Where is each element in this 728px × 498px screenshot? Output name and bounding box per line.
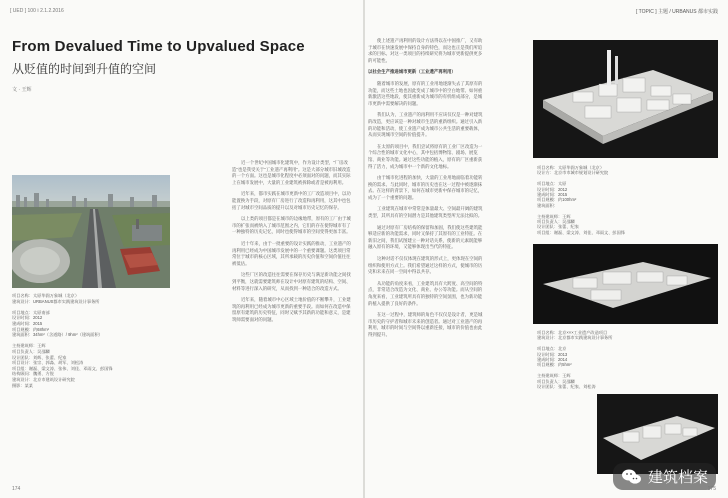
left-page <box>0 0 363 498</box>
aerial-site-photo <box>12 175 170 288</box>
paragraph: 通过对原有厂房结构的保留和加固，我们使这些建筑能够适应新的功能需求，同时又保持了其原有的工业特征。在新旧之间，我们试图建立一种对话关系，使新的元素既能够融入原有的环境，又能够体现出当代的特征。 <box>368 224 483 250</box>
article-title-cn: 从贬值的时间到升值的空间 <box>12 62 157 76</box>
page-number-left: 174 <box>12 486 21 492</box>
caption-line: 项目规模：约5hm² <box>537 362 572 368</box>
paragraph: 使上述遗产再利用的设计方法得以在中国推广，又有助于城市在快速发展中保持自身的特色，而这也正是我们所追求的目标。对这一类项目的持续研究将为城市更新提供更多的可能性。 <box>368 38 483 63</box>
caption-line: 设计时间：2013 <box>537 351 568 357</box>
caption-line: 建筑设计：北京都市实践建筑设计事务所 <box>537 335 613 341</box>
model-caption-1 <box>537 165 697 235</box>
paragraph: 在这一过程中，建筑师的角色不仅仅是设计者，更是城市历史的守护者和城市未来的创造者。通过对工业遗产的再利用，城市的时间与空间得以重新连接，城市的价值也由此得到提升。 <box>368 312 483 337</box>
paragraph: 这种对话不仅仅体现在建筑的形式上，更体现在空间的组织和使用方式上。我们希望通过这样的方式，使城市的历史和未来在同一空间中得以共存。 <box>368 256 483 275</box>
caption-line: 项目地点：北京 <box>537 346 567 352</box>
page-header-right: [ TOPIC ] 主题 / URBANUS 都市实践 <box>635 9 718 15</box>
paragraph: 工业建筑在城市中常常是体量最大、空间最开阔的建筑类型，其所具有的空间潜力是其他建筑类型所无法比拟的。 <box>368 206 483 219</box>
paragraph: 从功能的角度来看，工业建筑具有大跨度、高空间的特点，非常适合改造为文化、商业、办公等功能。而从空间的角度来看，工业建筑所具有的独特的空间氛围，也为新功能的植入提供了良好的条件。 <box>368 280 483 306</box>
paragraph: 近年来，都市实践在城市更新中的工厂改造项目中，以功能置换为手段，对原有厂房进行了改造和再利用，这其中也包括了对城市空间品质的提升以及对城市历史记忆的保存。 <box>232 191 351 210</box>
caption-line: 建筑面积： <box>537 202 558 208</box>
caption-line: 设计团队：刘辉、张蕾、纪家 <box>12 354 67 360</box>
caption-line: 设计团队：张蕾、纪家 <box>537 224 579 230</box>
wechat-icon <box>621 468 643 486</box>
article-author: 文 · 王辉 <box>12 87 32 93</box>
caption-line: 建成时间：2015 <box>537 192 568 198</box>
caption-line: 项目名称：太原华润万象城（北京） <box>12 293 80 298</box>
right-page <box>365 0 728 498</box>
page-header-left: [ UED ] 100 Ⅰ 2.1.2.2016 <box>10 8 64 14</box>
paragraph: 近年来，随着城市中心区域土地价值的不断攀升，工业建筑的再利用已经成为城市更新的重要手段。而如何在改造中保留原有建筑的历史特征，同时又赋予其新的功能和意义，是建筑师需要面对的问题。 <box>232 297 351 322</box>
paragraph: 这些厂区的改造往往需要在保存历史与满足新功能之间找到平衡，这就需要建筑师在设计中对原有建筑的结构、空间、材料等进行深入的研究，从而找到一种适合的改造方式。 <box>232 272 351 291</box>
paragraph: 我们认为，工业遗产的再利用不应该仅仅是一种对建筑的改造，更应该是一种对城市生活的重新组织。通过引入新的功能和活动，使工业遗产成为城市公共生活的重要载体，从而实现城市空间的价值提升。 <box>368 112 483 138</box>
caption-line: 建成时间：2014 <box>537 357 568 363</box>
caption-line: 项目地点：太原 <box>537 181 567 187</box>
caption-line: 主持建筑师：王辉 <box>537 213 571 219</box>
caption-line: 项目规模：约68hm² <box>12 326 49 332</box>
caption-line: 项目设计：张宗、郭淼、胡军、刘松涛 <box>12 360 84 366</box>
body-column-2 <box>368 38 486 478</box>
caption-line: 项目组：谢磊、梁文涛、刘佳、邓雨文、彭国锋 <box>537 229 625 235</box>
section-heading: 以社会生产推进城市更新（工业遗产再利用） <box>368 69 456 75</box>
paragraph: 以上类的项目都是在城市的边缘地带，原有的工厂由于城市的扩张而被纳入了城市范围之内，它们的存在使得城市有了一种独特的历史记忆，同时也使得城市的空间变得更加丰富。 <box>232 216 351 235</box>
paragraph: 随着城市的发展，原有的工业用地逐渐失去了其原有的功能，而这些土地也因此变成了城市中的空白地带。如何重新激活这些地段，使其重新成为城市的有机组成部分，是城市更新中需要解决的问题。 <box>368 80 483 106</box>
caption-line: 结构顾问：魏勇、方锐 <box>12 371 54 377</box>
caption-line: 设计时间：2012 <box>12 315 43 321</box>
site-model-photo-3 <box>597 394 718 474</box>
watermark-text: 建筑档案 <box>647 468 708 486</box>
caption-line: 项目名称：太原华润万象城（北京） <box>537 165 605 170</box>
caption-line: 建筑设计：URBANUS都市实践建筑设计事务所 <box>12 298 100 304</box>
site-model-photo-2 <box>533 244 718 324</box>
caption-line: 项目负责人：吴邵麟 <box>12 348 50 354</box>
caption-line: 主持建筑师：王辉 <box>537 373 571 379</box>
caption-line: 建筑设计：北京市建筑设计研究院 <box>12 376 75 382</box>
caption-line: 主持建筑师：王辉 <box>12 343 46 349</box>
caption-line: 项目规模：约100hm² <box>537 197 577 203</box>
caption-line: 设计团队：张蕾、纪家、刘松涛 <box>537 384 596 390</box>
caption-line: 设计时间：2012 <box>537 186 568 192</box>
caption-line: 项目组：谢磊、梁文涛、张伟、刘佳、邓雨文、彭国锋 <box>12 365 113 371</box>
paragraph: 近一个世纪中国城市化建筑中，作为设计类型，“厂房改造”也是我受关于“工业遗产再利用”。这是大部分城市旧城改造的一个方面。这也是城市化程度中必须面对的问题，而其实际上在城市发展中，大量的工业建筑被拆除或者是被再利用。 <box>232 160 351 185</box>
caption-line: 项目负责人：吴邵麟 <box>537 378 575 384</box>
paragraph: 近十年来，由于一批重要的设计实践的推动，工业遗产的再利用已经成为中国城市发展中的一个重要课题。这类项目常常位于城市的核心区域，其所承载的历史价值和空间价值往往被低估。 <box>232 240 351 266</box>
paragraph: 在太原的项目中，我们尝试将原有的工业厂区改造为一个综合性的城市文化中心，其中包括博物馆、剧场、展览馆、商业等功能。通过这些功能的植入，原有的厂区重新获得了活力，成为城市中一个新的文化地标。 <box>368 143 483 169</box>
site-model-photo-1 <box>533 40 718 158</box>
model-caption-2 <box>537 330 697 389</box>
page-number-right: 175 <box>707 486 716 492</box>
photo-caption <box>12 293 162 388</box>
caption-line: 项目地点：太原南部 <box>12 309 50 315</box>
paragraph: 由于城市化进程的加快，大量的工业用地面临着功能转换的需求。与此同时，城市的历史也在这一过程中被逐渐抹去。在这样的背景下，如何在城市更新中保存城市的记忆，成为了一个重要的问题。 <box>368 175 483 200</box>
caption-line: 建成时间：2015 <box>12 320 43 326</box>
caption-line: 项目名称：北京×××工业遗产改造项目 <box>537 330 608 335</box>
article-title-en: From Devalued Time to Upvalued Space <box>12 38 305 55</box>
caption-line: 设计方：北京市市城市规划设计研究院 <box>537 170 609 176</box>
caption-line: 项目负责人：吴邵麟 <box>537 219 575 225</box>
caption-line: 摄影：某某 <box>12 382 33 388</box>
body-column-1 <box>232 160 352 480</box>
wechat-watermark <box>613 463 716 490</box>
caption-line: 建筑面积：34hm²（含道路）/ 9hm²（建筑面积） <box>12 332 103 338</box>
